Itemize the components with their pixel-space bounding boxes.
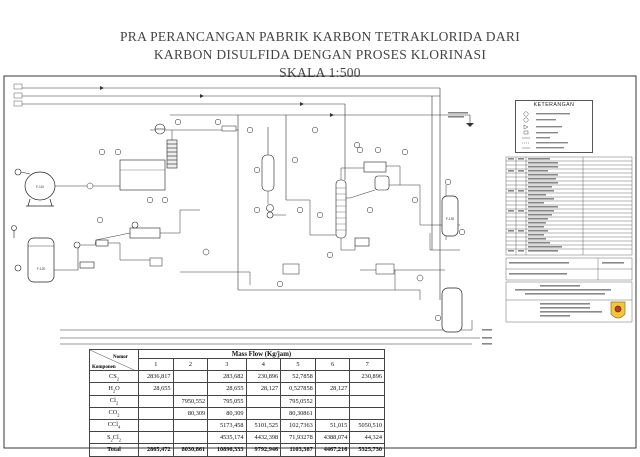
component-name: Total: [90, 444, 139, 456]
flow-value: [350, 407, 385, 419]
separator-vessel: [262, 155, 274, 218]
university-logo: [611, 302, 625, 318]
flow-value: [139, 395, 174, 407]
flow-value: 4432,398: [246, 432, 281, 444]
flow-value: [173, 432, 208, 444]
komponen-label: Komponen: [92, 365, 116, 371]
component-name: $H_2O$: [90, 383, 139, 395]
table-row: [90, 407, 385, 419]
flow-value: 28,127: [315, 383, 350, 395]
flow-arrows: [100, 86, 474, 127]
column-number: 7: [350, 359, 385, 371]
reactor: [167, 140, 177, 168]
flow-value: [246, 407, 281, 419]
mass-flow-table: [89, 349, 385, 457]
table-row: [90, 395, 385, 407]
table-row: [90, 371, 385, 383]
flow-value: 0,527858: [281, 383, 316, 395]
flow-value: 28,655: [208, 383, 246, 395]
title-line-3: SKALA 1:500: [279, 65, 361, 80]
flow-value: 9792,946: [246, 444, 281, 456]
right-equipment: [150, 249, 423, 287]
flow-value: 44,324: [350, 432, 385, 444]
signature-block-entries: [509, 262, 624, 275]
legend-symbols: [516, 109, 592, 153]
corner-diagonal: [90, 350, 134, 370]
flow-value: [139, 419, 174, 431]
distillation-column: [336, 180, 346, 238]
flow-value: 80,309: [173, 407, 208, 419]
f110-gauge: [15, 169, 30, 175]
flow-value: 5325,730: [350, 444, 385, 456]
storage-tank-f120: [28, 238, 54, 282]
flow-value: 7950,552: [173, 395, 208, 407]
flow-value: 28,127: [246, 383, 281, 395]
heat-exchanger-1: [155, 124, 165, 134]
flow-value: 80,30861: [281, 407, 316, 419]
title-line-1: PRA PERANCANGAN PABRIK KARBON TETRAKLORIDA DARI: [119, 29, 521, 44]
table-row: [90, 383, 385, 395]
flow-value: 795,0552: [281, 395, 316, 407]
flow-value: 102,7363: [281, 419, 316, 431]
valve-box: [222, 126, 236, 131]
table-row-total: [90, 444, 385, 456]
component-name: $CS_2$: [90, 371, 139, 383]
condenser: [364, 162, 389, 190]
flow-value: 5050,510: [350, 419, 385, 431]
component-name: $S_2Cl_2$: [90, 432, 139, 444]
f130-label: F-130: [445, 217, 455, 221]
flow-value: [350, 395, 385, 407]
f120-gauges: [12, 226, 22, 272]
reboiler: [355, 238, 369, 246]
mass-flow-header: Mass Flow (Kg/jam): [139, 350, 385, 359]
flow-value: 4467,216: [315, 444, 350, 456]
flow-value: 283,682: [208, 371, 246, 383]
flow-value: [246, 395, 281, 407]
flow-value: 5173,458: [208, 419, 246, 431]
flow-value: 2836,817: [139, 371, 174, 383]
flow-value: [315, 395, 350, 407]
flow-value: 10896,333: [208, 444, 246, 456]
component-name: $CO_2$: [90, 407, 139, 419]
flow-value: 4388,074: [315, 432, 350, 444]
flow-value: 230,896: [246, 371, 281, 383]
column-number: 4: [246, 359, 281, 371]
flow-value: 4535,174: [208, 432, 246, 444]
component-name: CCl$_4$: [90, 419, 139, 431]
flow-value: 230,896: [350, 371, 385, 383]
flow-value: 8030,861: [173, 444, 208, 456]
legend-title: KETERANGAN: [533, 102, 575, 108]
storage-tank-f130: [442, 196, 458, 236]
flow-value: [173, 371, 208, 383]
corner-header-cell: [90, 350, 139, 371]
mixer-cluster: [74, 160, 165, 268]
storage-tank-right-bottom: [442, 288, 462, 332]
flow-value: [350, 383, 385, 395]
flow-value: 71,93278: [281, 432, 316, 444]
title-line-2: KARBON DISULFIDA DENGAN PROSES KLORINASI: [153, 47, 487, 62]
column-number: 3: [208, 359, 246, 371]
mass-flow-table-wrap: [89, 349, 385, 457]
flow-value: [139, 432, 174, 444]
top-left-tags: [14, 84, 22, 106]
pump: [87, 183, 93, 189]
equipment-list-table: [506, 157, 632, 255]
column-number: 1: [139, 359, 174, 371]
column-number: 6: [315, 359, 350, 371]
flow-value: [173, 419, 208, 431]
f120-label: F-120: [36, 267, 46, 271]
table-row: [90, 432, 385, 444]
f110-label: F-110: [35, 185, 45, 189]
flow-value: 51,015: [315, 419, 350, 431]
flow-value: 1103,387: [281, 444, 316, 456]
flow-value: 28,655: [139, 383, 174, 395]
column-number: 5: [281, 359, 316, 371]
flow-value: [315, 371, 350, 383]
storage-sphere-f110: [25, 172, 55, 206]
signature-block: [506, 258, 632, 280]
flow-value: 5101,525: [246, 419, 281, 431]
nomor-label: Nomor: [113, 355, 128, 361]
control-bubbles-top: [175, 119, 360, 148]
flow-value: 795,055: [208, 395, 246, 407]
institution-block-entries: [515, 285, 611, 317]
component-name: $Cl_2$: [90, 395, 139, 407]
flow-value: 52,7858: [281, 371, 316, 383]
column-number: 2: [173, 359, 208, 371]
flow-value: [173, 383, 208, 395]
flow-value: 80,309: [208, 407, 246, 419]
flow-value: [139, 407, 174, 419]
table-row: [90, 419, 385, 431]
flow-value: [315, 407, 350, 419]
flow-value: 2865,472: [139, 444, 174, 456]
legend-box: [515, 100, 593, 153]
